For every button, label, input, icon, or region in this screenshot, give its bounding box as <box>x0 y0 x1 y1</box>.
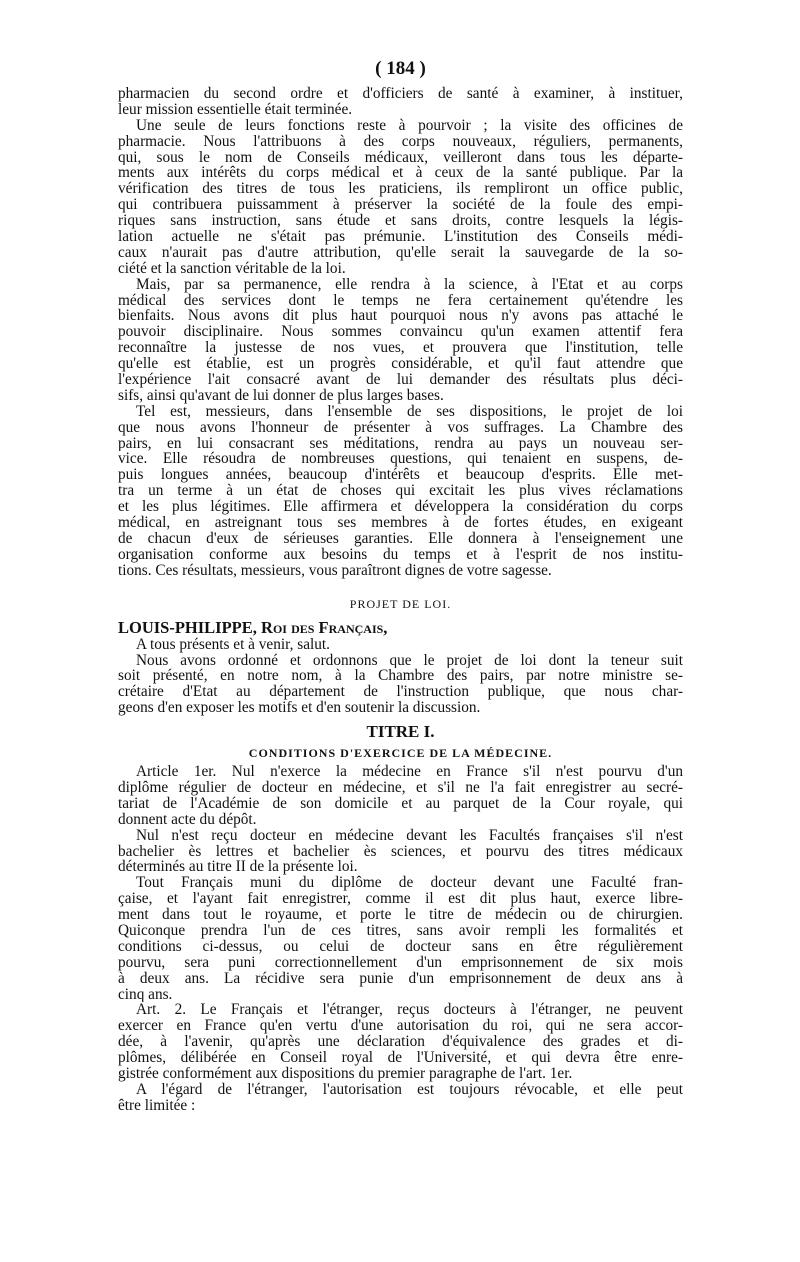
text-line: puis longues années, beaucoup d'intérêts et beaucoup d'esprits. Elle met- <box>118 467 683 484</box>
section-heading: PROJET DE LOI. <box>349 596 452 611</box>
text-line: qui contribuera puissamment à préserver la société de la foule des empi- <box>118 197 683 214</box>
text-line: Une seule de leurs fonctions reste à pourvoir ; la visite des officines de <box>136 117 683 134</box>
text-line: déterminés au titre II de la présente loi. <box>118 859 358 876</box>
text-line: pourvu, sera puni correctionnellement d'un emprisonnement de six mois <box>118 954 683 971</box>
royal-heading <box>118 619 683 637</box>
document-page <box>118 58 683 1114</box>
text-line: que nous avons l'honneur de présenter à vos suffrages. La Chambre des <box>118 419 683 436</box>
salutation: A tous présents et à venir, salut. <box>136 636 330 653</box>
paragraph <box>118 86 683 118</box>
text-line: pouvoir disciplinaire. Nous sommes convaincu qu'un examen attentif fera <box>118 324 683 341</box>
paragraph <box>118 764 683 828</box>
text-line: pairs, en lui consacrant ses méditations, rendra au pays un nouveau ser- <box>118 435 683 452</box>
text-line: et les plus légitimes. Elle affirmera et développera la considération du corps <box>118 499 683 516</box>
text-line: qui, sous le nom de Conseils médicaux, veilleront dans tous les départe- <box>118 149 683 166</box>
text-line: crétaire d'Etat au département de l'instruction publique, que nous char- <box>118 684 683 701</box>
text-line: leur mission essentielle était terminée. <box>118 101 353 118</box>
text-line: médical, en astreignant tous ses membres à de fortes études, en exigeant <box>118 515 683 531</box>
paragraph <box>118 828 683 876</box>
text-line: bienfaits. Nous avons dit plus haut pourquoi nous n'y avons pas attaché le <box>118 308 683 325</box>
text-line: tions. Ces résultats, messieurs, vous paraîtront dignes de votre sagesse. <box>118 562 552 579</box>
text-line: pharmacie. Nous l'attribuons à des corps nouveaux, réguliers, permanents, <box>118 133 683 150</box>
text-line: plômes, délibérée en Conseil royal de l'Université, et qui devra être enre- <box>118 1050 683 1066</box>
text-line: geons d'en exposer les motifs et d'en soutenir la discussion. <box>118 700 481 717</box>
text-line: ment dans tout le royaume, et porte le titre de médecin ou de chirurgien. <box>118 907 683 923</box>
text-line: être limitée : <box>118 1097 196 1114</box>
text-line: vice. Elle résoudra de nombreuses questions, qui tenaient en suspens, de- <box>118 451 683 468</box>
paragraph <box>118 1082 683 1114</box>
text-line: tariat de l'Académie de son domicile et au parquet de la Cour royale, qui <box>118 795 683 812</box>
text-line: conditions ci-dessus, ou celui de docteur sans en être régulièrement <box>118 938 683 955</box>
text-line: sifs, ainsi qu'avant de lui donner de plus larges bases. <box>118 387 444 404</box>
text-line: exercer en France qu'en vertu d'une autorisation du roi, qui ne sera accor- <box>118 1018 683 1035</box>
text-line: diplôme régulier de docteur en médecine, et s'il ne l'a fait enregistrer au secré- <box>118 779 683 796</box>
text-line: qu'elle est établie, est un progrès considérable, et qu'il faut attendre que <box>118 356 683 373</box>
text-line: Tout Français muni du diplôme de docteur devant une Faculté fran- <box>136 875 683 892</box>
text-line: médical des services dont le temps ne fera certainement qu'étendre les <box>118 292 683 309</box>
titre-heading: TITRE I. <box>366 722 435 742</box>
text-line: Nul n'est reçu docteur en médecine devant les Facultés françaises s'il n'est <box>136 827 683 844</box>
text-line: bachelier ès lettres et bachelier ès sciences, et pourvu des titres médicaux <box>118 843 683 860</box>
text-line: Tel est, messieurs, dans l'ensemble de ses dispositions, le projet de loi <box>136 403 683 420</box>
paragraph <box>118 653 683 717</box>
text-line: soit présenté, en notre nom, à la Chambre des pairs, par notre ministre se- <box>118 668 683 685</box>
text-line: cinq ans. <box>118 986 173 1003</box>
text-line: reconnaître la justesse de nos vues, et prouvera que l'institution, telle <box>118 340 683 357</box>
text-line: dée, à l'avenir, qu'après une déclaration d'équivalence des grades et di- <box>118 1034 683 1051</box>
text-line: Nous avons ordonné et ordonnons que le projet de loi dont la teneur suit <box>136 652 683 669</box>
paragraph <box>118 118 683 277</box>
text-line: vérification des titres de tous les praticiens, ils rempliront un office public, <box>118 181 683 198</box>
text-line: Article 1er. Nul n'exerce la médecine en France s'il n'est pourvu d'un <box>136 764 683 780</box>
text-line: donnent acte du dépôt. <box>118 811 257 828</box>
text-line: Quiconque prendra l'un de ces titres, sans avoir rempli les formalités et <box>118 922 683 939</box>
text-line: l'expérience l'ait consacré avant de lui demander des résultats plus déci- <box>118 372 683 388</box>
text-line: Mais, par sa permanence, elle rendra à la science, à l'Etat et au corps <box>136 276 683 293</box>
text-line: pharmacien du second ordre et d'officiers de santé à examiner, à instituer, <box>118 86 683 102</box>
text-line: ciété et la sanction véritable de la loi. <box>118 260 346 277</box>
paragraph <box>118 277 683 404</box>
text-line: çaise, et l'ayant fait enregistrer, comme il est dit plus haut, exerce libre- <box>118 891 683 908</box>
text-line: organisation conforme aux besoins du temps et à l'esprit de nos institu- <box>118 546 683 563</box>
conditions-heading: CONDITIONS D'EXERCICE DE LA MÉDECINE. <box>248 746 553 761</box>
text-line: gistrée conformément aux dispositions du premier paragraphe de l'art. 1er. <box>118 1065 573 1082</box>
text-line: lation actuelle ne s'était pas prémunie. L'institution des Conseils médi- <box>118 229 683 245</box>
text-line: riques sans instruction, sans étude et sans droits, contre lesquels la légis- <box>118 213 683 230</box>
page-number: ( 184 ) <box>375 58 426 79</box>
text-line: caux n'aurait pas d'autre attribution, qu'elle serait la sauvegarde de la so- <box>118 244 683 261</box>
paragraph <box>118 1002 683 1081</box>
text-line: tra un terme à un état de choses qui excitait les plus vives réclamations <box>118 483 683 500</box>
king-name: LOUIS-PHILIPPE, <box>118 617 257 637</box>
text-line: ments aux intérêts du corps médical et à ceux de la santé publique. Par la <box>118 165 683 182</box>
text-line: A l'égard de l'étranger, l'autorisation est toujours révocable, et elle peut <box>136 1081 683 1098</box>
text-line: de chacun d'eux de sérieuses garanties. Elle donnera à l'enseignement une <box>118 530 683 547</box>
paragraph <box>118 404 683 579</box>
king-title: Roi des Français, <box>261 617 388 637</box>
paragraph <box>118 875 683 1002</box>
text-line: à deux ans. La récidive sera punie d'un emprisonnement de deux ans à <box>118 970 683 987</box>
text-line: Art. 2. Le Français et l'étranger, reçus docteurs à l'étranger, ne peuvent <box>136 1002 683 1019</box>
